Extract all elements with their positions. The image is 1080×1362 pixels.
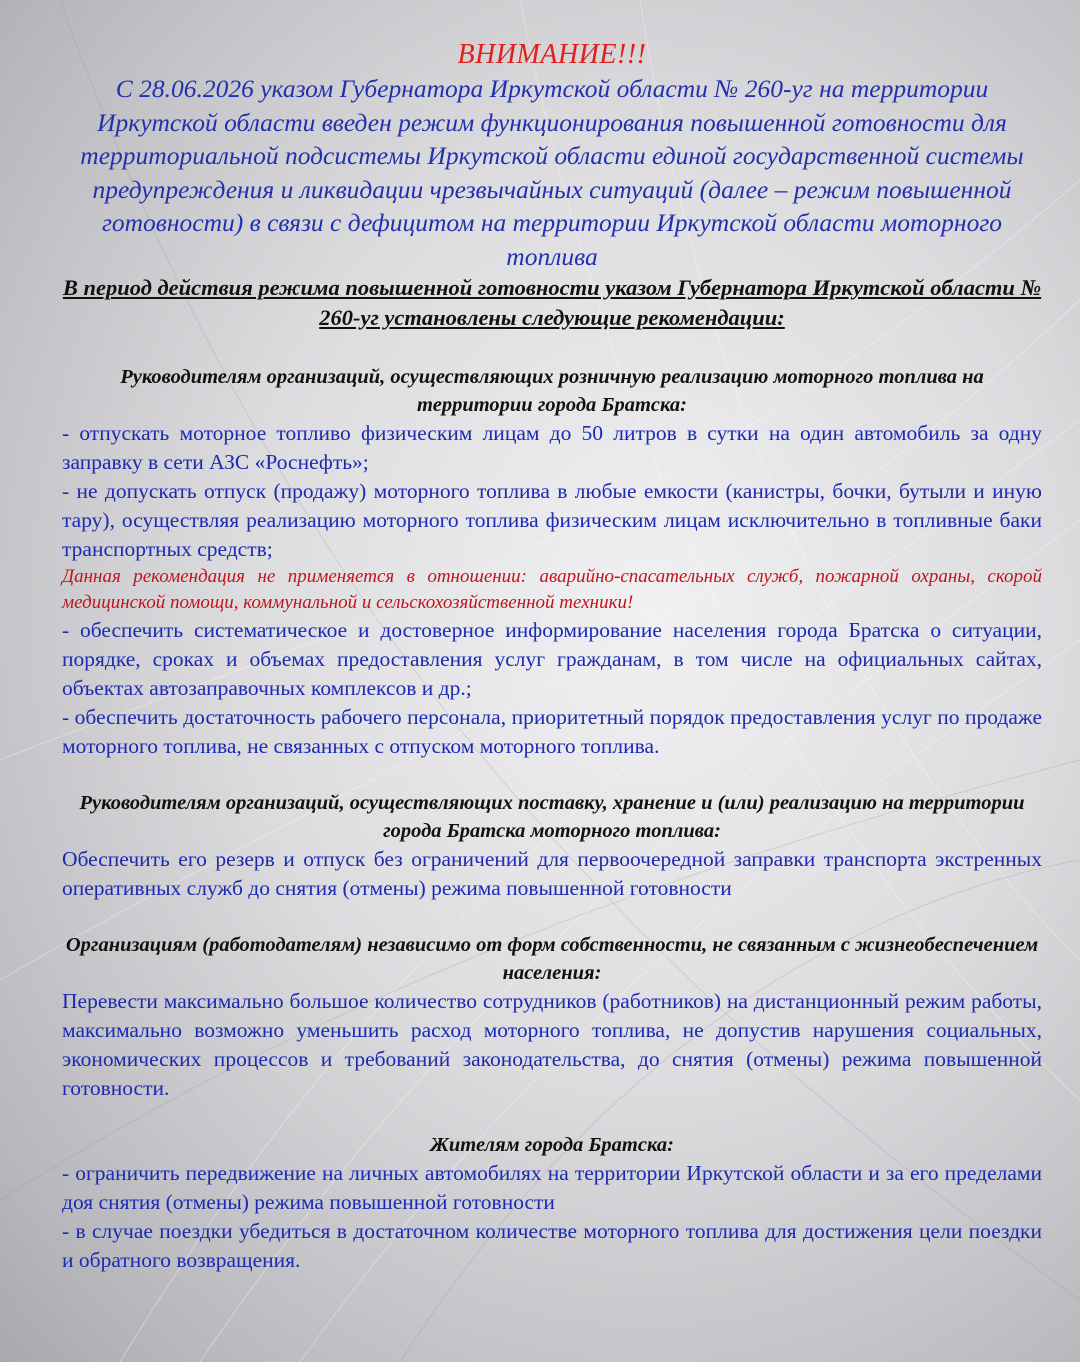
warning-title: ВНИМАНИЕ!!!: [457, 39, 647, 70]
list-item: - не допускать отпуск (продажу) моторного топлива в любые емкости (канистры, бочки, бутыли и иную тару), осуществляя реализацию моторного топлива физическим лицам исключительно в топливные баки транспортных средств;: [62, 479, 1042, 561]
intro-paragraph: С 28.06.2026 указом Губернатора Иркутской области № 260-уг на территории Иркутской области введен режим функционирования повышенной готовности для территориальной подсистемы Иркутской области единой государственной системы предупреждения и ликвидации чрезвычайных ситуаций (далее – режим повышенной готовности) в связи с дефицитом на территории Иркутской области моторного топлива: [80, 74, 1024, 271]
section-supply: [62, 789, 1042, 903]
section-heading: Жителям города Братска:: [430, 1134, 674, 1156]
list-item: Перевести максимально большое количество сотрудников (работников) на дистанционный режим работы, максимально возможно уменьшить расход моторного топлива, не допустив нарушения социальных, экономических процессов и требований законодательства, до снятия (отмены) режима повышенной готовности.: [62, 989, 1042, 1100]
section-heading: Организациям (работодателям) независимо от форм собственности, не связанным с жизнеобеспечением населения:: [65, 934, 1039, 984]
recommendations-heading: В период действия режима повышенной готовности указом Губернатора Иркутской области № 260-уг установлены следующие рекомендации:: [62, 275, 1042, 330]
section-heading: Руководителям организаций, осуществляющих розничную реализацию моторного топлива на территории города Братска:: [120, 366, 984, 416]
section-retail: [62, 363, 1042, 761]
section-heading: Руководителям организаций, осуществляющих поставку, хранение и (или) реализацию на территории города Братска моторного топлива:: [79, 792, 1025, 842]
exception-note: Данная рекомендация не применяется в отношении: аварийно-спасательных служб, пожарной охраны, скорой медицинской помощи, коммунальной и сельскохозяйственной техники!: [62, 566, 1042, 613]
section-employers: [62, 931, 1042, 1103]
list-item: Обеспечить его резерв и отпуск без ограничений для первоочередной заправки транспорта экстренных оперативных служб до снятия (отмены) режима повышенной готовности: [62, 847, 1042, 900]
list-item: - в случае поездки убедиться в достаточном количестве моторного топлива для достижения цели поездки и обратного возвращения.: [62, 1219, 1042, 1272]
notice-document: [62, 38, 1042, 1275]
list-item: - ограничить передвижение на личных автомобилях на территории Иркутской области и за его пределами доя снятия (отмены) режима повышенной готовности: [62, 1161, 1042, 1214]
list-item: - обеспечить систематическое и достоверное информирование населения города Братска о ситуации, порядке, сроках и объемах предоставления услуг гражданам, в том числе на официальных сайтах, объектах автозаправочных комплексов и др.;: [62, 618, 1042, 700]
list-item: - отпускать моторное топливо физическим лицам до 50 литров в сутки на один автомобиль за одну заправку в сети АЗС «Роснефть»;: [62, 421, 1042, 474]
section-residents: [62, 1131, 1042, 1275]
list-item: - обеспечить достаточность рабочего персонала, приоритетный порядок предоставления услуг по продаже моторного топлива, не связанных с отпуском моторного топлива.: [62, 705, 1042, 758]
